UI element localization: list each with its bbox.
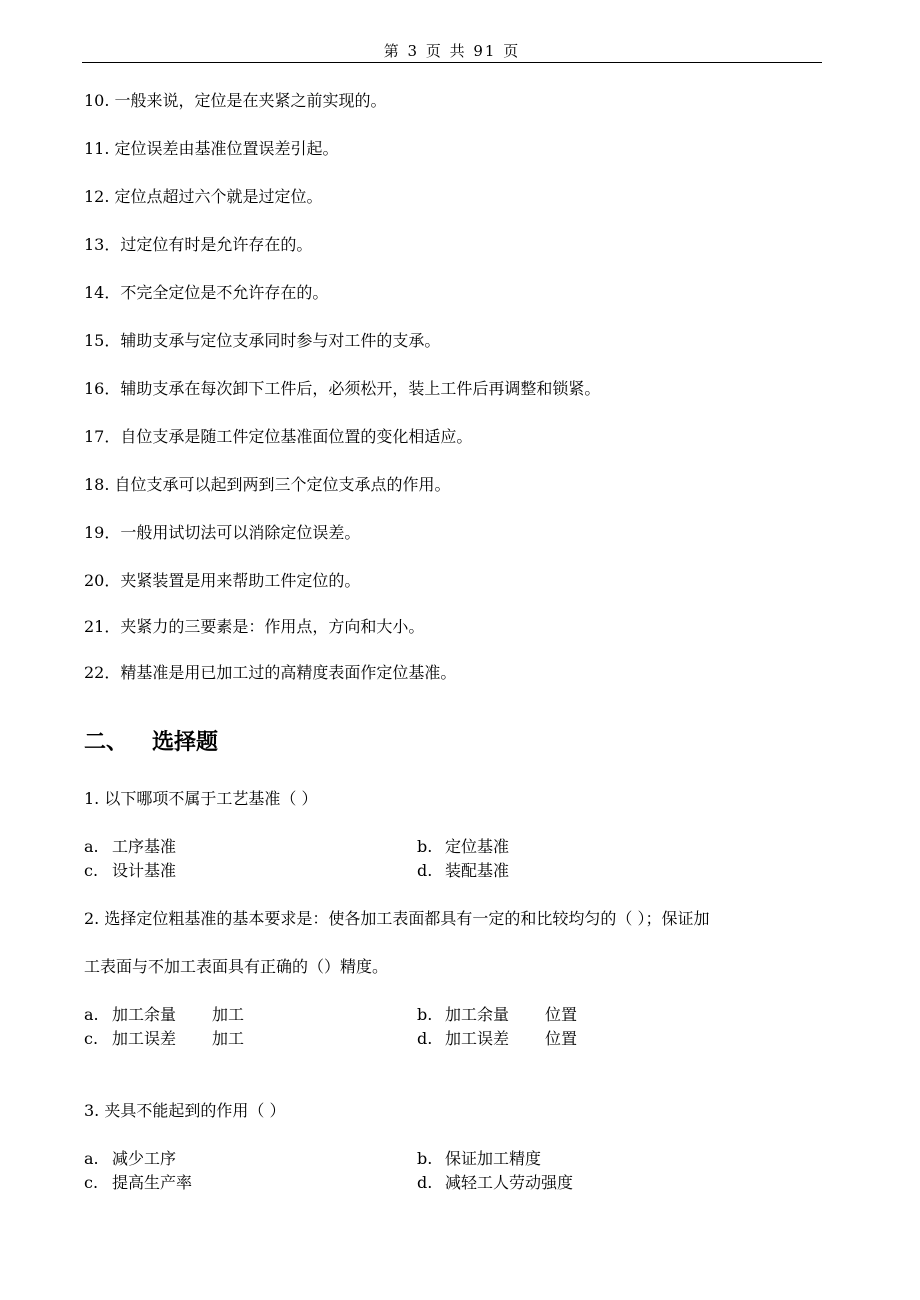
- option-text: 工序基准: [112, 837, 177, 856]
- statement-item: 16．辅助支承在每次卸下工件后，必须松开，装上工件后再调整和锁紧。: [84, 379, 601, 398]
- option-c: [84, 1028, 244, 1050]
- option-letter: c.: [84, 1173, 99, 1192]
- option-text: 保证加工精度: [445, 1149, 542, 1168]
- option-letter: a.: [84, 1005, 99, 1024]
- statement-item: 14．不完全定位是不允许存在的。: [84, 283, 329, 302]
- option-text-2: 加工: [212, 1005, 245, 1024]
- option-letter: a.: [84, 1149, 99, 1168]
- option-a: [84, 1004, 244, 1026]
- statement-item: 11. 定位误差由基准位置误差引起。: [84, 139, 339, 158]
- section-title: 选择题: [152, 730, 219, 755]
- option-d: [417, 1028, 577, 1050]
- statement-item: 15．辅助支承与定位支承同时参与对工件的支承。: [84, 331, 441, 350]
- option-letter: c.: [84, 1029, 99, 1048]
- option-letter: d.: [417, 861, 433, 880]
- option-text: 设计基准: [112, 861, 177, 880]
- statement-item: 20．夹紧装置是用来帮助工件定位的。: [84, 571, 361, 590]
- option-text: 装配基准: [445, 861, 510, 880]
- option-text: 加工误差: [445, 1029, 510, 1048]
- question-stem-continued: 工表面与不加工表面具有正确的（）精度。: [84, 957, 389, 976]
- option-letter: b.: [417, 837, 433, 856]
- option-text: 减少工序: [112, 1149, 177, 1168]
- statement-item: 10. 一般来说，定位是在夹紧之前实现的。: [84, 91, 387, 110]
- option-a: [84, 836, 176, 858]
- option-a: [84, 1148, 176, 1170]
- option-text-2: 位置: [545, 1005, 578, 1024]
- option-c: [84, 860, 176, 882]
- option-text: 减轻工人劳动强度: [445, 1173, 574, 1192]
- option-b: [417, 1004, 577, 1026]
- option-letter: d.: [417, 1173, 433, 1192]
- option-b: [417, 1148, 541, 1170]
- option-letter: d.: [417, 1029, 433, 1048]
- statement-item: 18. 自位支承可以起到两到三个定位支承点的作用。: [84, 475, 451, 494]
- option-letter: b.: [417, 1149, 433, 1168]
- option-d: [417, 1172, 573, 1194]
- statement-item: 19．一般用试切法可以消除定位误差。: [84, 523, 361, 542]
- option-text: 加工误差: [112, 1029, 177, 1048]
- question-stem: 3. 夹具不能起到的作用（ ）: [84, 1101, 286, 1120]
- option-text: 提高生产率: [112, 1173, 193, 1192]
- option-letter: b.: [417, 1005, 433, 1024]
- option-text-2: 加工: [212, 1029, 245, 1048]
- page-number-header: 第 3 页 共 91 页: [383, 42, 521, 60]
- option-text-2: 位置: [545, 1029, 578, 1048]
- header-divider: [82, 62, 822, 63]
- question-stem: 1. 以下哪项不属于工艺基准（ ）: [84, 789, 318, 808]
- statement-item: 22．精基准是用已加工过的高精度表面作定位基准。: [84, 663, 457, 682]
- option-text: 加工余量: [112, 1005, 177, 1024]
- option-c: [84, 1172, 192, 1194]
- option-d: [417, 860, 509, 882]
- option-letter: c.: [84, 861, 99, 880]
- statement-item: 21．夹紧力的三要素是：作用点，方向和大小。: [84, 617, 425, 636]
- option-letter: a.: [84, 837, 99, 856]
- option-text: 定位基准: [445, 837, 510, 856]
- statement-item: 17．自位支承是随工件定位基准面位置的变化相适应。: [84, 427, 473, 446]
- section-heading: [84, 728, 218, 758]
- question-stem: 2. 选择定位粗基准的基本要求是：使各加工表面都具有一定的和比较均匀的（ ）；保证加: [84, 909, 710, 928]
- statement-item: 12. 定位点超过六个就是过定位。: [84, 187, 323, 206]
- option-text: 加工余量: [445, 1005, 510, 1024]
- option-b: [417, 836, 509, 858]
- statement-item: 13．过定位有时是允许存在的。: [84, 235, 313, 254]
- section-number: 二、: [84, 730, 129, 755]
